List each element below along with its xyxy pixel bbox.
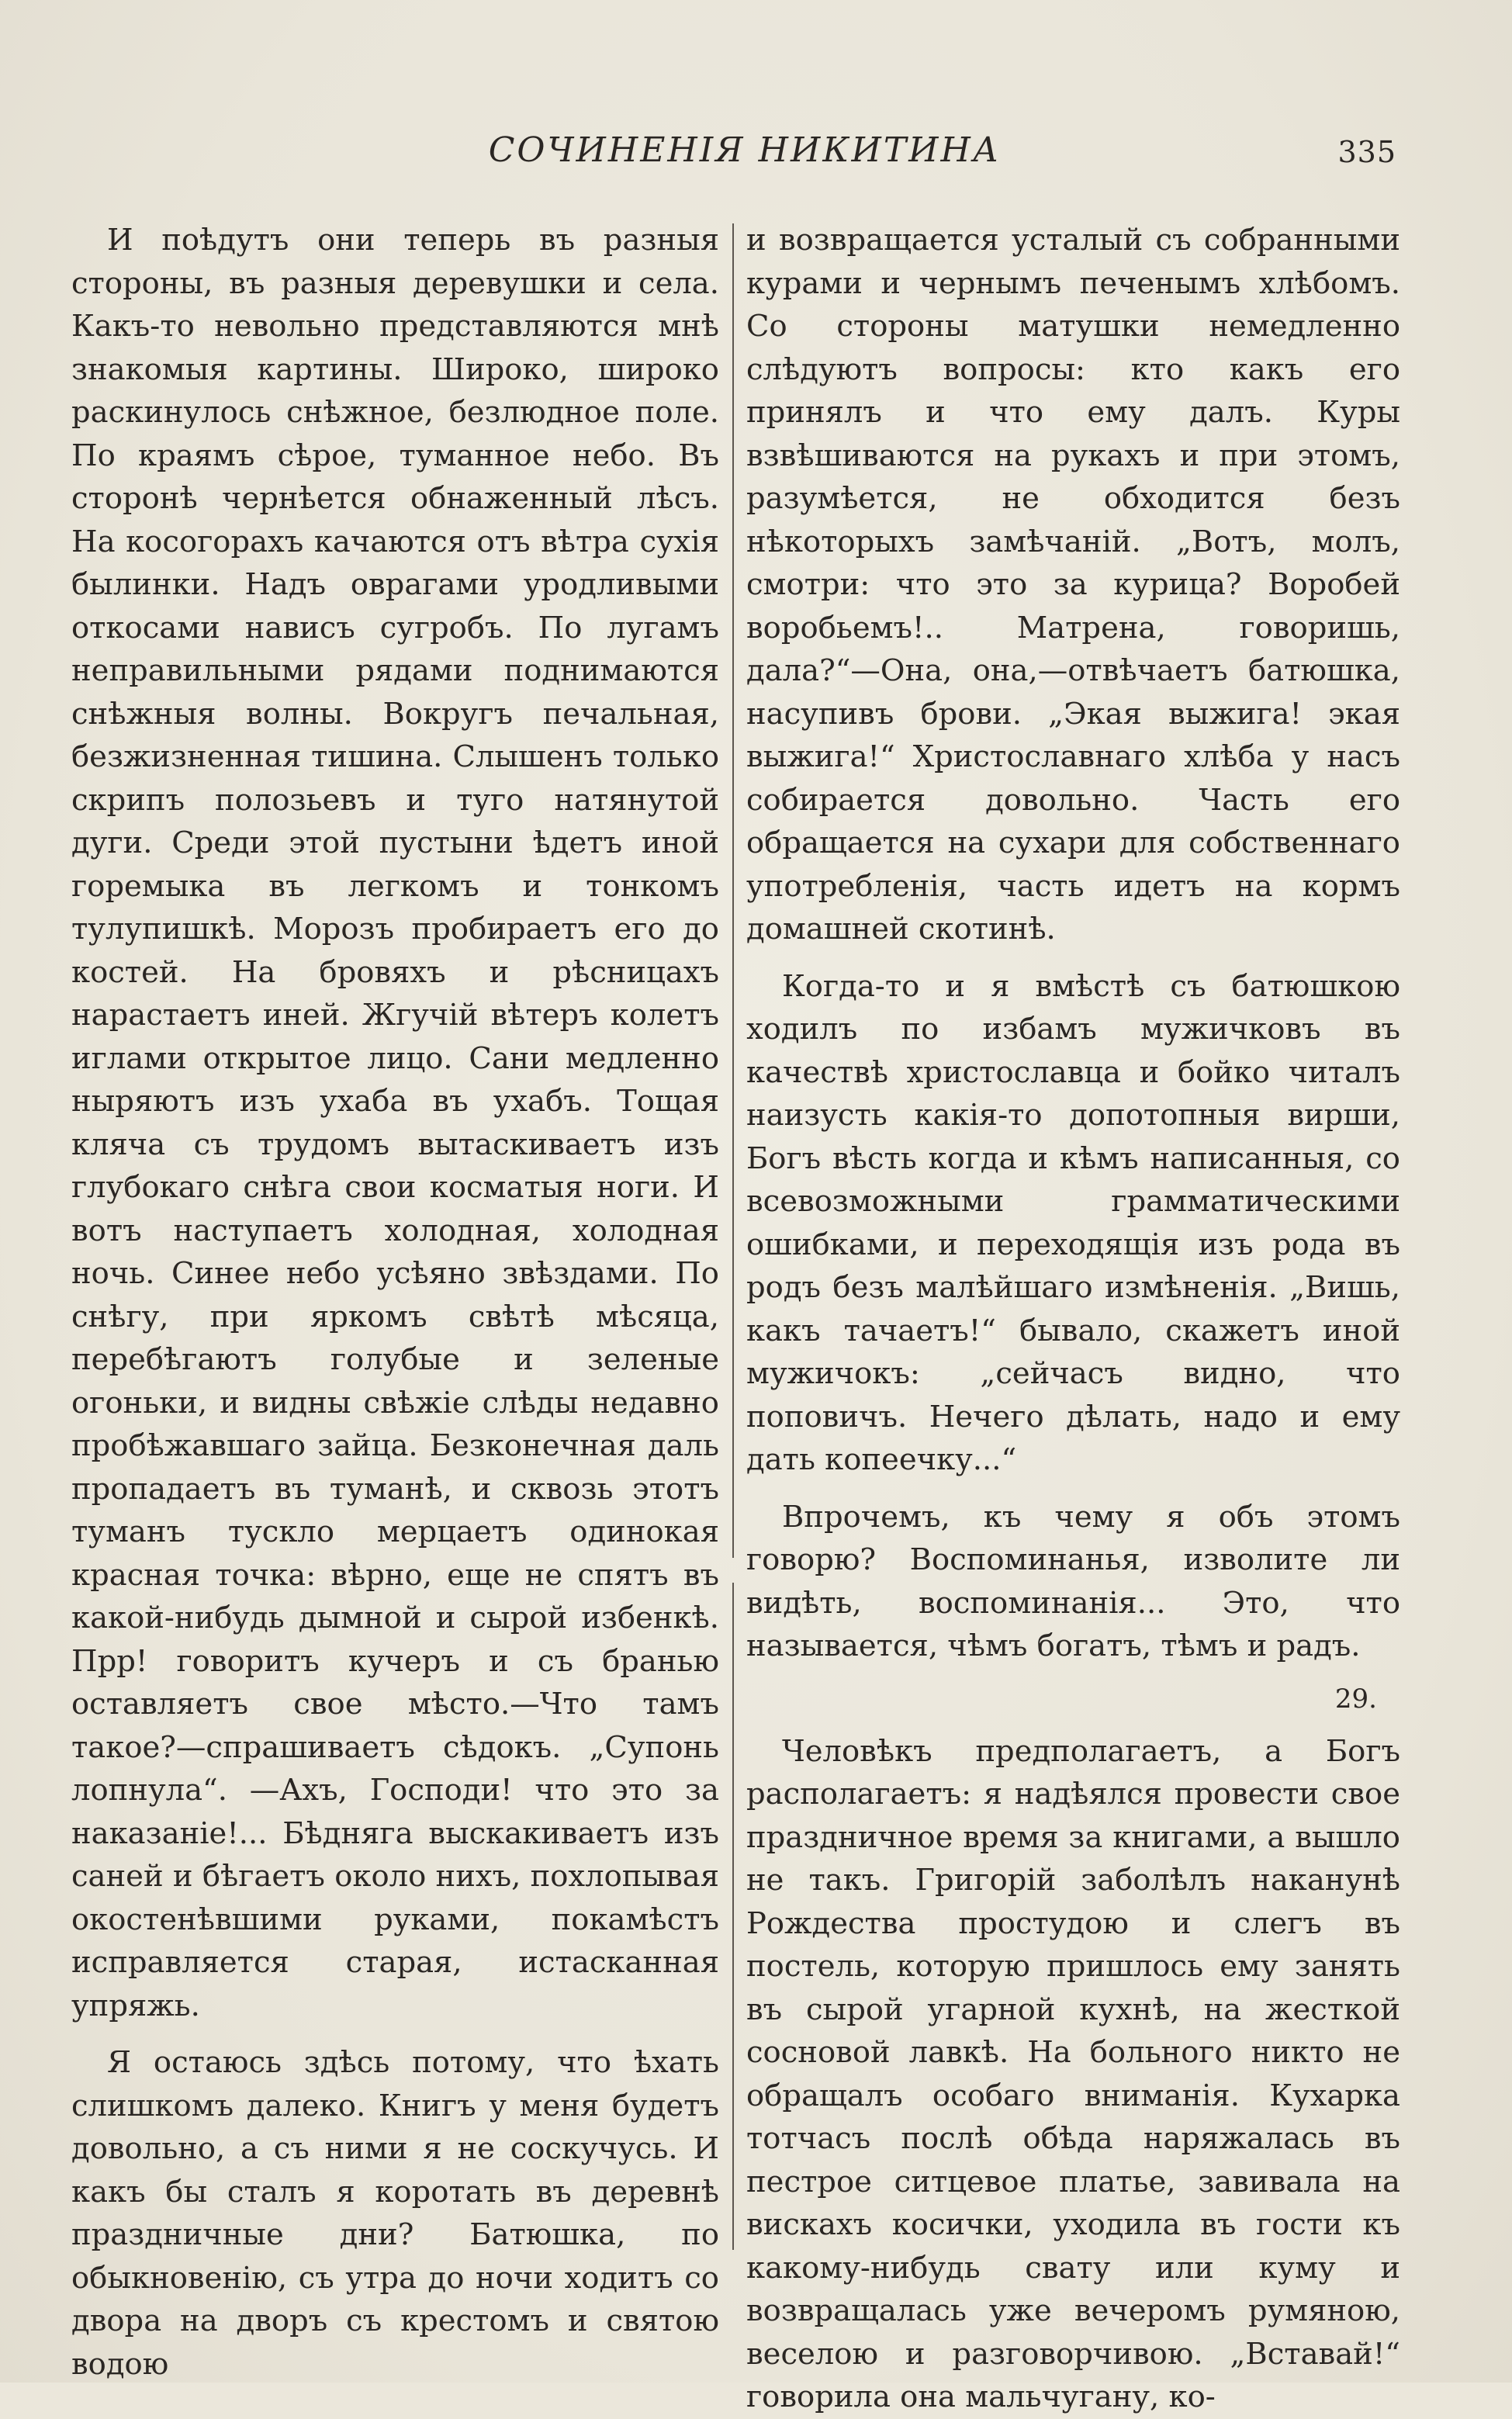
paragraph: И поѣдутъ они теперь въ разныя стороны, въ разныя деревушки и села. Какъ-то невольно представляются мнѣ знакомыя картины. Широко, широко раскинулось снѣжное, безлюдное поле. По краямъ сѣрое, туманное небо. Въ сторонѣ чернѣется обнаженный лѣсъ. На косогорахъ качаются отъ вѣтра сухія былинки. Надъ оврагами уродливыми откосами нависъ сугробъ. По лугамъ неправильными рядами поднимаются снѣжныя волны. Вокругъ печальная, безжизненная тишина. Слышенъ только скрипъ полозьевъ и туго натянутой дуги. Среди этой пустыни ѣдетъ иной горемыка въ легкомъ и тонкомъ тулупишкѣ. Морозъ пробираетъ его до костей. На бровяхъ и рѣсницахъ нарастаетъ иней. Жгучій вѣтеръ колетъ иглами открытое лицо. Сани медленно ныряютъ изъ ухаба въ ухабъ. Тощая кляча съ трудомъ вытаскиваетъ изъ глубокаго снѣга свои косматыя ноги. И вотъ наступаетъ холодная, холодная ночь. Синее небо усѣяно звѣздами. По снѣгу, при яркомъ свѣтѣ мѣсяца, перебѣгаютъ голубые и зеленые огоньки, и видны свѣжіе слѣды недавно пробѣжавшаго зайца. Безконечная даль пропадаетъ въ туманѣ, и сквозь этотъ туманъ тускло мерцаетъ одинокая красная точка: вѣрно, еще не спятъ въ какой-нибудь дымной и сырой избенкѣ. Прр! говоритъ кучеръ и съ бранью оставляетъ свое мѣсто.—Что тамъ такое?—спрашиваетъ сѣдокъ. „Супонь лопнула“. —Ахъ, Господи! что это за наказаніе!... Бѣдняга выскакиваетъ изъ саней и бѣгаетъ около нихъ, похлопывая окостенѣвшими руками, покамѣстъ исправляется старая, истасканная упряжь. <box>71 223 719 2023</box>
paragraph: Человѣкъ предполагаетъ, а Богъ располагаетъ: я надѣялся провести свое праздничное время за книгами, а вышло не такъ. Григорій заболѣлъ наканунѣ Рождества простудою и слегъ въ постель, которую пришлось ему занять въ сырой угарной кухнѣ, на жесткой сосновой лавкѣ. На больного никто не обращалъ особаго вниманія. Кухарка тотчасъ послѣ обѣда наряжалась въ пестрое ситцевое платье, завивала на вискахъ косички, уходила въ гости къ какому-нибудь свату или куму и возвращалась уже вечеромъ румяною, веселою и разговорчивою. „Вставай!“ говорила она мальчугану, ко- <box>746 1733 1400 2414</box>
paragraph: и возвращается усталый съ собранными курами и чернымъ печенымъ хлѣбомъ. Со стороны матушки немедленно слѣдуютъ вопросы: кто какъ его принялъ и что ему далъ. Куры взвѣшиваются на рукахъ и при этомъ, разумѣется, не обходится безъ нѣкоторыхъ замѣчаній. „Вотъ, молъ, смотри: что это за курица? Воробей воробьемъ!.. Матрена, говоришь, дала?“—Она, она,—отвѣчаетъ батюшка, насупивъ брови. „Экая выжига! экая выжига!“ Христославнаго хлѣба у насъ собирается довольно. Часть его обращается на сухари для собственнаго употребленія, часть идетъ на кормъ домашней скотинѣ. <box>746 223 1400 946</box>
left-text-column <box>71 219 719 2386</box>
page-number: 335 <box>1337 135 1396 169</box>
column-divider <box>732 223 734 1558</box>
right-text-column <box>746 219 1400 2419</box>
paragraph: Когда-то и я вмѣстѣ съ батюшкою ходилъ по избамъ мужичковъ въ качествѣ христославца и бойко читалъ наизусть какія-то допотопныя вирши, Богъ вѣсть когда и кѣмъ написанныя, со всевозможными грамматическими ошибками, и переходящія изъ рода въ родъ безъ малѣйшаго измѣненія. „Вишь, какъ тачаетъ!“ бывало, скажетъ иной мужичокъ: „сейчасъ видно, что поповичъ. Нечего дѣлать, надо и ему дать копеечку...“ <box>746 968 1400 1477</box>
section-number: 29. <box>1334 1683 1377 1715</box>
column-divider-lower <box>732 1583 734 2250</box>
running-header-title: СОЧИНЕНІЯ НИКИТИНА <box>488 130 1002 170</box>
paragraph: Впрочемъ, къ чему я объ этомъ говорю? Воспоминанья, изволите ли видѣть, воспоминанія... Это, что называется, чѣмъ богатъ, тѣмъ и радъ. <box>746 1499 1400 1663</box>
paragraph: Я остаюсь здѣсь потому, что ѣхать слишкомъ далеко. Книгъ у меня будетъ довольно, а съ ними я не соскучусь. И какъ бы сталъ я коротать въ деревнѣ праздничные дни? Батюшка, по обыкновенію, съ утра до ночи ходитъ со двора на дворъ съ крестомъ и святою водою <box>71 2045 719 2382</box>
